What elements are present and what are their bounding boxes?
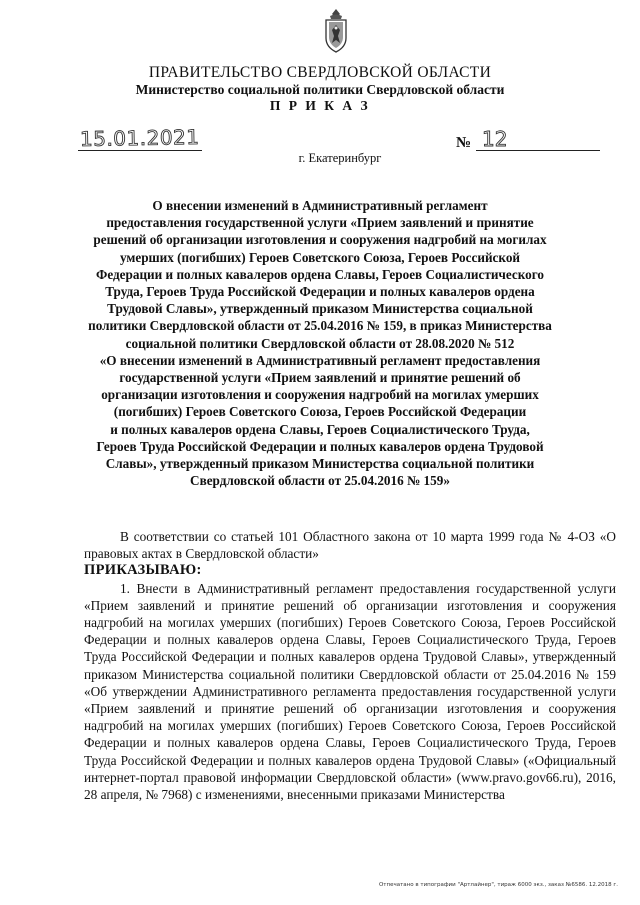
order-date: 15.01.2021 xyxy=(79,124,200,152)
title-line: организации изготовления и сооружения надгробий на могилах умерших xyxy=(101,387,539,403)
title-line: умерших (погибших) Героев Советского Союза, Героев Российской xyxy=(119,249,521,265)
title-line: политики Свердловской области от 25.04.2016 № 159, в приказ Министерства xyxy=(88,318,552,334)
title-line: Свердловской области от 25.04.2016 № 159» xyxy=(190,473,450,489)
order-number: 12 xyxy=(482,127,508,151)
city: г. Екатеринбург xyxy=(298,151,382,165)
title-line: О внесении изменений в Административный регламент xyxy=(152,198,488,213)
title-line: социальной политики Свердловской области от 28.08.2020 № 512 xyxy=(125,335,515,351)
order-word: П Р И К А З xyxy=(269,98,371,113)
order-title xyxy=(80,197,560,489)
preamble-paragraph: В соответствии со статьей 101 Областного закона от 10 марта 1999 года № 4-ОЗ «О правовых актах в Свердловской области» xyxy=(84,529,616,562)
coat-of-arms-icon xyxy=(321,8,351,54)
title-line: Трудовой Славы», утвержденный приказом Министерства социальной xyxy=(107,301,533,317)
ministry-name: Министерство социальной политики Свердловской области xyxy=(135,82,505,97)
title-line: «О внесении изменений в Административный регламент предоставления xyxy=(99,352,541,368)
title-line: Славы», утвержденный приказом Министерства социальной политики xyxy=(105,456,535,472)
title-line: Федерации и полных кавалеров ордена Славы, Героев Социалистического xyxy=(96,266,544,282)
title-line: Героев Труда Российской Федерации и полных кавалеров ордена Трудовой xyxy=(96,438,544,454)
title-line: предоставления государственной услуги «Прием заявлений и принятие xyxy=(106,215,534,231)
government-name: ПРАВИТЕЛЬСТВО СВЕРДЛОВСКОЙ ОБЛАСТИ xyxy=(148,64,492,81)
title-line: (погибших) Героев Советского Союза, Героев Российской Федерации xyxy=(113,404,527,420)
title-line: Труда, Героев Труда Российской Федерации и полных кавалеров ордена xyxy=(105,284,535,300)
order-heading: ПРИКАЗЫВАЮ: xyxy=(84,562,202,579)
title-line: и полных кавалеров ордена Славы, Героев Социалистического Труда, xyxy=(110,421,530,437)
title-line: государственной услуги «Прием заявлений и принятие решений об xyxy=(119,370,521,386)
printer-footer: Отпечатано в типографии "Артлайнер", тираж 6000 экз., заказ №6586. 12.2018 г. xyxy=(378,882,618,888)
title-line: решений об организации изготовления и сооружения надгробий на могилах xyxy=(93,232,547,248)
order-body xyxy=(84,528,616,803)
paragraph-1: 1. Внести в Административный регламент предоставления государственной услуги «Прием заявлений и принятие решений об организации изготовления и сооружения надгробий на могилах умерших (погибших) Героев Советского Союза, Героев Российской Федерации и полных кавалеров ордена Славы, Героев Социалистического Труда, Героев Труда Российской Федерации и полных кавалеров ордена Трудовой Славы», утвержденный приказом Министерства социальной политики Свердловской области от 25.04.2016 № 159 «Об утверждении Административного регламента предоставления государственной услуги «Прием заявлений и принятие решений об организации изготовления и сооружения надгробий на могилах умерших (погибших) Героев Советского Союза, Героев Российской Федерации и полных кавалеров ордена Славы, Героев Социалистического Труда, Героев Труда Российской Федерации и полных кавалеров ордена Трудовой Славы» («Официальный интернет-портал правовой информации Свердловской области» (www.pravo.gov66.ru), 2016, 28 апреля, № 7968) с изменениями, внесенными приказами Министерства xyxy=(84,580,616,803)
number-label: № xyxy=(456,135,472,151)
